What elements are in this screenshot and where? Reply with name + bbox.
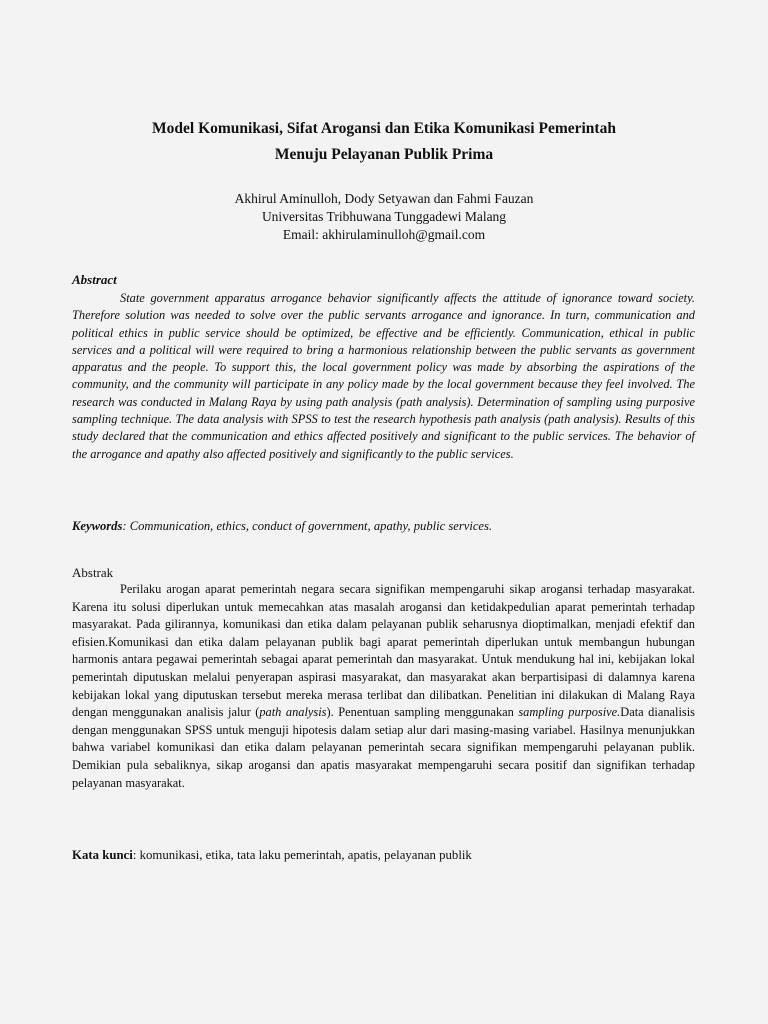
kata-kunci-line <box>72 846 695 864</box>
abstrak-heading: Abstrak <box>72 565 114 580</box>
abstract-body: State government apparatus arrogance behavior significantly affects the attitude of ignorance toward society. Therefore solution was needed to solve over the public servants arrogance and ignorance. In turn, communication and political ethics in public service should be optimized, be effective and be efficiently. Communication, ethical in public services and a political will were required to bring a harmonious relationship between the public servants as government apparatus and the people. To support this, the local government policy was made by absorbing the aspirations of the community, and the community will participate in any policy made by the local government because they feel involved. The research was conducted in Malang Raya by using path analysis (path analysis). Determination of sampling using purposive sampling technique. The data analysis with SPSS to test the research hypothesis path analysis (path analysis). Results of this study declared that the communication and ethics affected positively and significant to the public services. The behavior of the arrogance and apathy also affected positively and significantly to the public services. <box>72 291 695 461</box>
abstrak-italic-1: path analysis <box>259 705 327 720</box>
paper-title <box>70 116 698 168</box>
abstrak-text-1: Perilaku arogan aparat pemerintah negara secara signifikan mempengaruhi sikap arogansi terhadap masyarakat. Karena itu solusi diperlukan untuk memecahkan atas masalah arogansi dan ketidakpedulian aparat pemerintah terhadap masyarakat. Pada gilirannya, komunikasi dan etika dalam pelayanan publik seharusnya dioptimalkan, menjadi efektif dan efisien.Komunikasi dan etika dalam pelayanan publik bagi aparat pemerintah diperlukan untuk membangun hubungan harmonis antara pegawai pemerintah sebagai aparat pemerintah dan masyarakat. Untuk mendukung hal ini, kebijakan lokal pemerintah diputuskan melalui penyerapan aspirasi masyarakat, dan masyarakat akan berpartisipasi di dalamnya karena kebijakan lokal yang diputuskan tersebut mereka merasa terlibat dan dilibatkan. Penelitian ini dilakukan di Malang Raya dengan menggunakan analisis jalur ( <box>72 582 695 720</box>
keywords-line <box>72 517 695 535</box>
title-line-2: Menuju Pelayanan Publik Prima <box>274 146 494 163</box>
kata-kunci-label: Kata kunci <box>72 848 133 862</box>
author-names: Akhirul Aminulloh, Dody Setyawan dan Fahmi Fauzan <box>234 191 534 206</box>
author-block <box>70 190 698 244</box>
kata-kunci-text: : komunikasi, etika, tata laku pemerintah, apatis, pelayanan publik <box>132 848 472 862</box>
keywords-text: : Communication, ethics, conduct of government, apathy, public services. <box>122 519 493 533</box>
abstrak-italic-2: sampling purposive. <box>518 705 621 720</box>
author-email: Email: akhirulaminulloh@gmail.com <box>282 227 486 242</box>
abstrak-text-2: ). Penentuan sampling menggunakan <box>326 705 519 720</box>
abstrak-text-3: Data dianalisis dengan menggunakan SPSS untuk menguji hipotesis dalam setiap alur dari masing-masing variabel. Hasilnya menunjukkan bahwa variabel komunikasi dan etika dalam pelayanan pemerintah secara signifikan mempengaruhi pelayanan publik. Demikian pula sebaliknya, sikap arogansi dan apatis masyarakat mempengaruhi secara positif dan signifikan terhadap pelayanan masyarakat. <box>72 705 695 790</box>
abstract-heading: Abstract <box>72 272 117 287</box>
title-line-1: Model Komunikasi, Sifat Arogansi dan Etika Komunikasi Pemerintah <box>152 120 616 137</box>
abstrak-body <box>72 581 695 792</box>
keywords-label: Keywords <box>72 519 123 533</box>
author-affiliation: Universitas Tribhuwana Tunggadewi Malang <box>261 209 507 224</box>
